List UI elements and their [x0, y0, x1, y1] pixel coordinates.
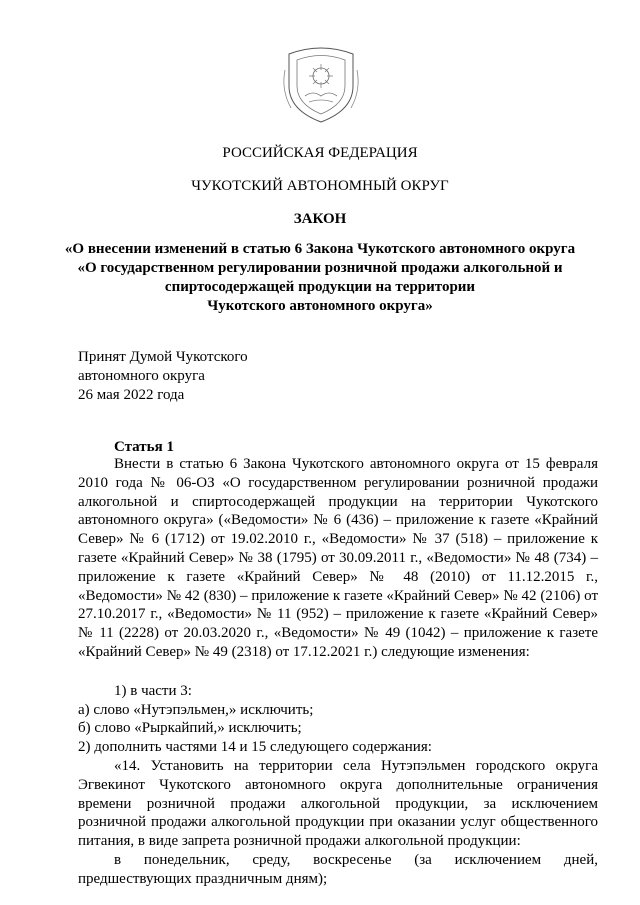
article-heading: Статья 1: [114, 439, 174, 455]
adoption-line: Принят Думой Чукотского: [78, 349, 248, 365]
adoption-line: автономного округа: [78, 368, 205, 384]
clause-14-paragraph: «14. Установить на территории села Нутэпэльмен городского округа Эгвекинот Чукотского автономного округа дополнительные ограничения времени розничной продажи алкогольной продукции, за исключением розничной продажи алкогольной продукции при оказании услуг общественного питания, в виде запрета розничной продажи алкогольной продукции:: [78, 757, 598, 850]
law-title-line: спиртосодержащей продукции на территории: [164, 279, 476, 295]
country-heading: РОССИЙСКАЯ ФЕДЕРАЦИЯ: [222, 145, 418, 161]
article-intro-paragraph: Внести в статью 6 Закона Чукотского автономного округа от 15 февраля 2010 года № 06-ОЗ «О государственном регулировании розничной продажи алкогольной и спиртосодержащей продукции на территории Чукотского автономного округа» («Ведомости» № 6 (436) – приложение к газете «Крайний Север» № 6 (1712) от 19.02.2010 г., «Ведомости» № 37 (518) – приложение к газете «Крайний Север» № 38 (1795) от 30.09.2011 г., «Ведомости» № 48 (734) – приложение к газете «Крайний Север» № 48 (2010) от 11.12.2015 г., «Ведомости» № 42 (830) – приложение к газете «Крайний Север» № 42 (2106) от 27.10.2017 г., «Ведомости» № 11 (952) – приложение к газете «Крайний Север» № 11 (2228) от 20.03.2020 г., «Ведомости» № 49 (1042) – приложение к газете «Крайний Север» № 49 (2318) от 17.12.2021 г.) следующие изменения:: [78, 456, 598, 660]
law-title: [60, 240, 580, 316]
article-body: [78, 455, 598, 889]
law-title-line: Чукотского автономного округа»: [207, 298, 433, 314]
list-item: 1) в части 3:: [114, 682, 192, 699]
adoption-note: [78, 348, 248, 405]
list-item: 2) дополнить частями 14 и 15 следующего содержания:: [78, 739, 432, 756]
region-heading: ЧУКОТСКИЙ АВТОНОМНЫЙ ОКРУГ: [191, 178, 449, 194]
document-type-heading: ЗАКОН: [293, 211, 347, 227]
clause-14-subitem: в понедельник, среду, воскресенье (за исключением дней, предшествующих праздничным дням);: [78, 851, 598, 887]
law-title-line: «О внесении изменений в статью 6 Закона Чукотского автономного округа: [64, 241, 576, 257]
adoption-date: 26 мая 2022 года: [78, 387, 185, 403]
coat-of-arms-emblem: [277, 40, 365, 126]
list-item: б) слово «Рыркайпий,» исключить;: [78, 720, 302, 737]
list-item: а) слово «Нутэпэльмен,» исключить;: [78, 701, 314, 718]
law-title-line: «О государственном регулировании розничной продажи алкогольной и: [77, 260, 563, 276]
